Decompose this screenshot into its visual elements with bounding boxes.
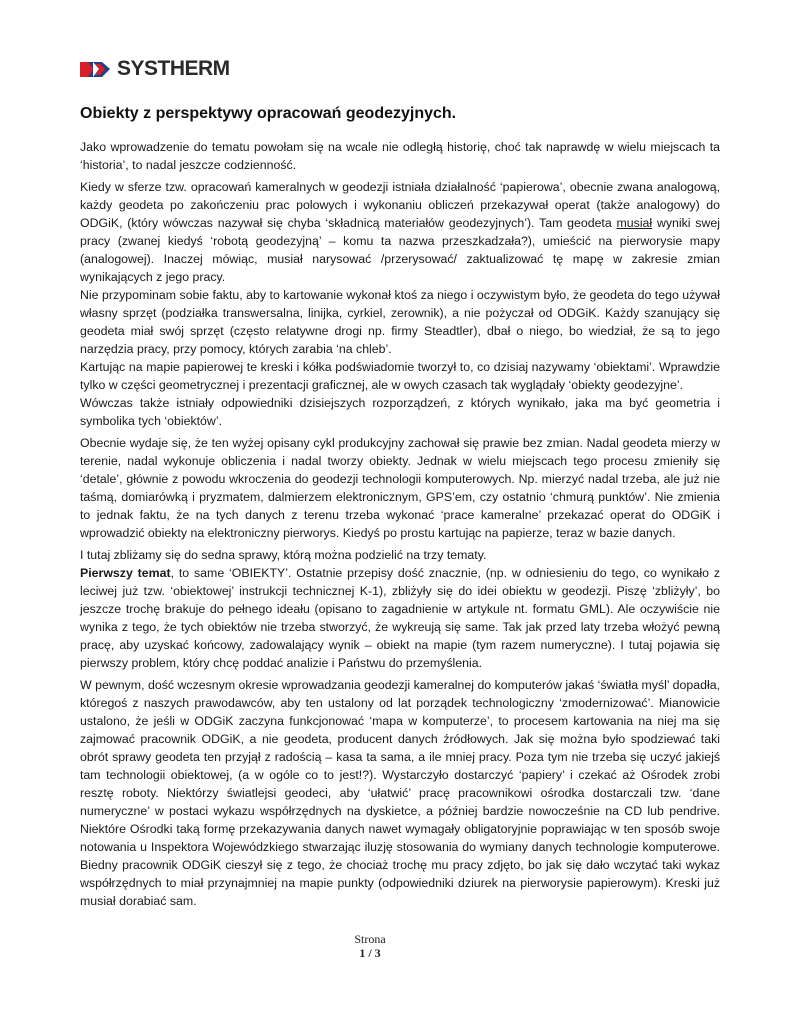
paragraph: Wówczas także istniały odpowiedniki dzisiejszych rozporządzeń, z których wynikało, jaka ma być geometria i symbolika tych ‘obiektów’. (80, 396, 720, 428)
page-title: Obiekty z perspektywy opracowań geodezyjnych. (80, 105, 457, 122)
underlined-word: musiał (616, 216, 653, 230)
paragraph: I tutaj zbliżamy się do sedna sprawy, którą można podzielić na trzy tematy. (80, 548, 487, 562)
paragraph-text: , to same ‘OBIEKTY’. Ostatnie przepisy dość znacznie, (np. w odniesieniu do tego, co wynikało z leciwej już tzw. ‘obiektowej’ instrukcji technicznej K-1), zbliżyły się do idei obiektu w geodezji. Piszę ‘zbliżyły’, bo jeszcze trochę brakuje do pełnego ideału (opisano to zagadnienie w artykule nt. formatu GML). Ale oczywiście nie wynika z tego, że tych obiektów nie trzeba stworzyć, że wykreują się same. Tak jak przed laty trzeba włożyć pewną pracę, aby uzyskać końcowy, zadowalający wynik – obiekt na mapie (tym razem numeryczne). I tutaj pojawia się pierwszy problem, który chcę poddać analizie i Państwu do przemyślenia. (80, 566, 720, 670)
paragraph: Kartując na mapie papierowej te kreski i kółka podświadomie tworzył to, co dzisiaj nazywamy ‘obiektami’. Wprawdzie tylko w części geometrycznej i prezentacji graficznej, ale w owych czasach tak wyglądały ‘obiekty geodezyjne’. (80, 360, 720, 392)
systherm-logo (80, 57, 230, 81)
paragraph: Obecnie wydaje się, że ten wyżej opisany cykl produkcyjny zachował się prawie bez zmian. Nadal geodeta mierzy w terenie, nadal wykonuje obliczenia i nadal tworzy obiekty. Jednak w wielu miejscach tego procesu zmieniły się ‘detale’, głównie z powodu wkroczenia do geodezji technologii komputerowych. Np. mierzyć nadal trzeba, ale już nie taśmą, domiarówką i pryzmatem, dalmierzem elektronicznym, GPS’em, czy ostatnio ‘chmurą punktów’. Nie zmienia to jednak faktu, że na tych danych z terenu trzeba wykonać ‘prace kameralne’ przekazać operat do ODGiK i wprowadzić obiekty na elektroniczny pierworys. Kiedyś po prostu kartując na papierze, teraz w bazie danych. (80, 436, 720, 540)
paragraph-text: Kiedy w sferze tzw. opracowań kameralnych w geodezji istniała działalność ‘papierowa’, obecnie zwana analogową, każdy geodeta po zakończeniu prac polowych i wykonaniu obliczeń przekazywał operat (także analogowy) do ODGiK, (który wówczas nazywał się chyba ‘składnicą materiałów geodezyjnych’). Tam geodeta (80, 180, 720, 230)
paragraph: Nie przypominam sobie faktu, aby to kartowanie wykonał ktoś za niego i oczywistym było, że geodeta do tego używał własny sprzęt (podziałka transwersalna, linijka, cyrkiel, zerownik), a nie pożyczał od ODGiK. Każdy szanujący się geodeta miał swój sprzęt (często relatywne drogi np. firmy Steadtler), dbał o niego, bo wiedział, że są to jego narzędzia pracy, przy pomocy, których zarabia ‘na chleb’. (80, 288, 720, 356)
page-footer (0, 932, 740, 960)
page-number: 1 / 3 (359, 946, 381, 960)
paragraph: Jako wprowadzenie do tematu powołam się na wcale nie odległą historię, choć tak naprawdę w wielu miejscach ta ‘historia’, to nadal jeszcze codzienność. (80, 140, 720, 172)
article-body (80, 138, 720, 910)
systherm-logo-icon (80, 60, 114, 78)
paragraph: W pewnym, dość wczesnym okresie wprowadzania geodezji kameralnej do komputerów jakaś ‘światła myśl’ dopadła, któregoś z naszych prawodawców, aby ten ustalony od lat porządek technologiczny ‘zmodernizować’. Mianowicie ustalono, że jeśli w ODGiK zaczyna funkcjonować ‘mapa w komputerze’, to procesem kartowania na niej ma się zajmować pracownik ODGiK, a nie geodeta, producent danych źródłowych. Jak się można było spodziewać taki obrót sprawy geodeta ten przyjął z radością – kasa ta sama, a ile mniej pracy. Poza tym nie trzeba się uczyć jakiejś tam technologii obiektowej, (a w ogóle co to jest!?). Wystarczyło dostarczyć ‘papiery’ i czekać aż Ośrodek zrobi resztę roboty. Niektórzy światlejsi geodeci, aby ‘ułatwić’ pracę pracownikowi ośrodka dostarczali tzw. ‘dane numeryczne’ w postaci wykazu współrzędnych na dyskietce, a później bardzie nowocześnie na CD lub pendrive. Niektóre Ośrodki taką formę przekazywania danych nawet wymagały obligatoryjnie poprawiając w ten sposób swoje notowania u Inspektora Wojewódzkiego stwarzając iluzję stosowania do wymiany danych technologie komputerowe. Biedny pracownik ODGiK cieszył się z tego, że chociaż trochę mu pracy zdjęto, bo jak się dało wczytać taki wykaz współrzędnych to miał przynajmniej na mapie punkty (odpowiedniki dziurek na pierworysie papierowym). Kreski już musiał dorabiać sam. (80, 678, 720, 908)
paragraph (80, 564, 720, 672)
paragraph (80, 178, 720, 286)
bold-lead: Pierwszy temat (80, 566, 171, 580)
brand-name: SYSTHERM (117, 57, 230, 80)
footer-label: Strona (354, 932, 386, 946)
paragraph-text: wyniki swej pracy (zwanej kiedyś ‘robotą geodezyjną’ – komu ta nazwa przeszkadzała?), umieścić na pierworysie mapy (analogowej). Inaczej mówiąc, musiał narysować /przerysować/ zaktualizować tę mapę w zakresie zmian wynikających z jego pracy. (80, 216, 720, 284)
